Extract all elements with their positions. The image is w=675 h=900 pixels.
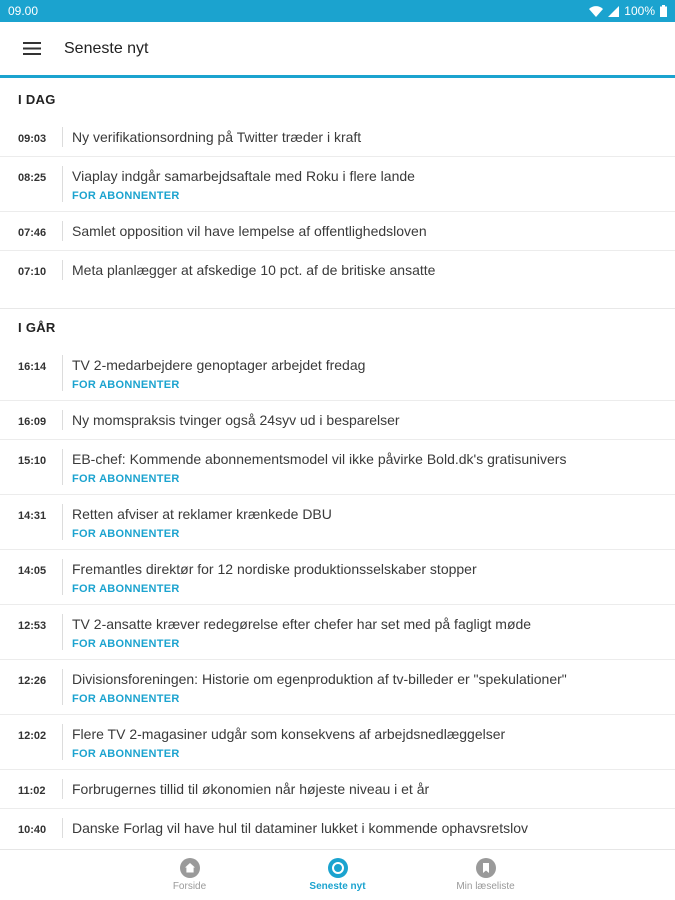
signal-icon	[608, 6, 619, 17]
news-list-yesterday	[0, 346, 675, 847]
news-item-body	[62, 166, 675, 202]
subscriber-badge: FOR ABONNENTER	[72, 190, 180, 202]
news-item[interactable]	[0, 439, 675, 494]
news-item[interactable]	[0, 808, 675, 847]
news-item-body	[62, 724, 675, 760]
news-item-body	[62, 410, 675, 430]
news-item-headline: Meta planlægger at afskedige 10 pct. af de britiske ansatte	[72, 262, 436, 278]
news-item-time: 12:26	[18, 675, 47, 687]
news-item-time: 11:02	[18, 785, 46, 797]
news-item[interactable]	[0, 400, 675, 439]
battery-percent: 100%	[624, 4, 655, 18]
news-feed[interactable]	[0, 81, 675, 849]
section-header-yesterday: I GÅR	[18, 320, 56, 335]
nav-label-min-laeseliste: Min læseliste	[456, 881, 515, 892]
news-item-body	[62, 669, 675, 705]
news-item-headline: Viaplay indgår samarbejdsaftale med Roku i flere lande	[72, 168, 415, 184]
bottom-navigation	[0, 849, 675, 900]
status-time: 09.00	[8, 4, 39, 18]
news-item-headline: EB-chef: Kommende abonnementsmodel vil ikke påvirke Bold.dk's gratisunivers	[72, 451, 567, 467]
clock-icon	[328, 858, 348, 878]
news-item-body	[62, 260, 675, 280]
news-item-headline: Retten afviser at reklamer krænkede DBU	[72, 506, 332, 522]
news-item-headline: Ny momspraksis tvinger også 24syv ud i besparelser	[72, 412, 400, 428]
news-item-body	[62, 818, 675, 838]
news-item[interactable]	[0, 659, 675, 714]
nav-item-seneste-nyt[interactable]	[264, 850, 412, 900]
news-item-time: 15:10	[18, 455, 47, 467]
home-icon	[180, 858, 200, 878]
nav-item-forside[interactable]	[116, 850, 264, 900]
news-item-headline: Danske Forlag vil have hul til dataminer lukket i kommende ophavsretslov	[72, 820, 528, 836]
subscriber-badge: FOR ABONNENTER	[72, 379, 180, 391]
news-item-body	[62, 779, 675, 799]
news-item-headline: Flere TV 2-magasiner udgår som konsekvens af arbejdsnedlæggelser	[72, 726, 506, 742]
subscriber-badge: FOR ABONNENTER	[72, 528, 180, 540]
news-item[interactable]	[0, 769, 675, 808]
section-divider	[0, 289, 675, 309]
news-item-headline: Divisionsforeningen: Historie om egenproduktion af tv-billeder er "spekulationer"	[72, 671, 567, 687]
news-item-headline: Ny verifikationsordning på Twitter træder i kraft	[72, 129, 362, 145]
app-bar	[0, 22, 675, 78]
news-item-time: 14:05	[18, 565, 47, 577]
news-item-time: 12:02	[18, 730, 47, 742]
subscriber-badge: FOR ABONNENTER	[72, 638, 180, 650]
subscriber-badge: FOR ABONNENTER	[72, 693, 180, 705]
bookmark-icon	[476, 858, 496, 878]
news-list-today	[0, 118, 675, 289]
status-indicators	[589, 4, 667, 18]
nav-item-min-laeseliste[interactable]	[412, 850, 560, 900]
news-item-headline: TV 2-medarbejdere genoptager arbejdet fredag	[72, 357, 366, 373]
news-item-headline: Forbrugernes tillid til økonomien når højeste niveau i et år	[72, 781, 430, 797]
news-item-time: 07:10	[18, 266, 47, 278]
news-item-body	[62, 221, 675, 241]
section-header-today: I DAG	[18, 92, 56, 107]
news-item-body	[62, 559, 675, 595]
news-item-time: 16:14	[18, 361, 47, 373]
news-item-time: 08:25	[18, 172, 47, 184]
news-item[interactable]	[0, 211, 675, 250]
news-item-body	[62, 614, 675, 650]
news-item-body	[62, 504, 675, 540]
menu-button[interactable]	[0, 21, 64, 77]
news-item-body	[62, 449, 675, 485]
news-item-headline: Fremantles direktør for 12 nordiske produktionsselskaber stopper	[72, 561, 477, 577]
news-item[interactable]	[0, 604, 675, 659]
news-item[interactable]	[0, 494, 675, 549]
nav-label-seneste-nyt: Seneste nyt	[309, 881, 366, 892]
subscriber-badge: FOR ABONNENTER	[72, 748, 180, 760]
news-item-time: 16:09	[18, 416, 47, 428]
news-item-headline: Samlet opposition vil have lempelse af offentlighedsloven	[72, 223, 427, 239]
news-item-body	[62, 127, 675, 147]
news-item[interactable]	[0, 118, 675, 156]
news-item[interactable]	[0, 714, 675, 769]
news-item[interactable]	[0, 250, 675, 289]
battery-icon	[660, 5, 667, 17]
hamburger-menu-icon	[23, 42, 41, 55]
news-item-time: 14:31	[18, 510, 47, 522]
news-item[interactable]	[0, 346, 675, 400]
nav-label-forside: Forside	[172, 881, 207, 892]
news-item[interactable]	[0, 549, 675, 604]
news-item-time: 12:53	[18, 620, 47, 632]
news-item-body	[62, 355, 675, 391]
news-item-time: 09:03	[18, 133, 47, 145]
page-title: Seneste nyt	[64, 39, 149, 57]
subscriber-badge: FOR ABONNENTER	[72, 583, 180, 595]
status-bar	[0, 0, 675, 22]
news-item[interactable]	[0, 156, 675, 211]
wifi-icon	[589, 6, 603, 17]
news-item-time: 07:46	[18, 227, 47, 239]
news-item-time: 10:40	[18, 824, 47, 836]
news-item-headline: TV 2-ansatte kræver redegørelse efter chefer har set med på fagligt møde	[72, 616, 532, 632]
subscriber-badge: FOR ABONNENTER	[72, 473, 180, 485]
